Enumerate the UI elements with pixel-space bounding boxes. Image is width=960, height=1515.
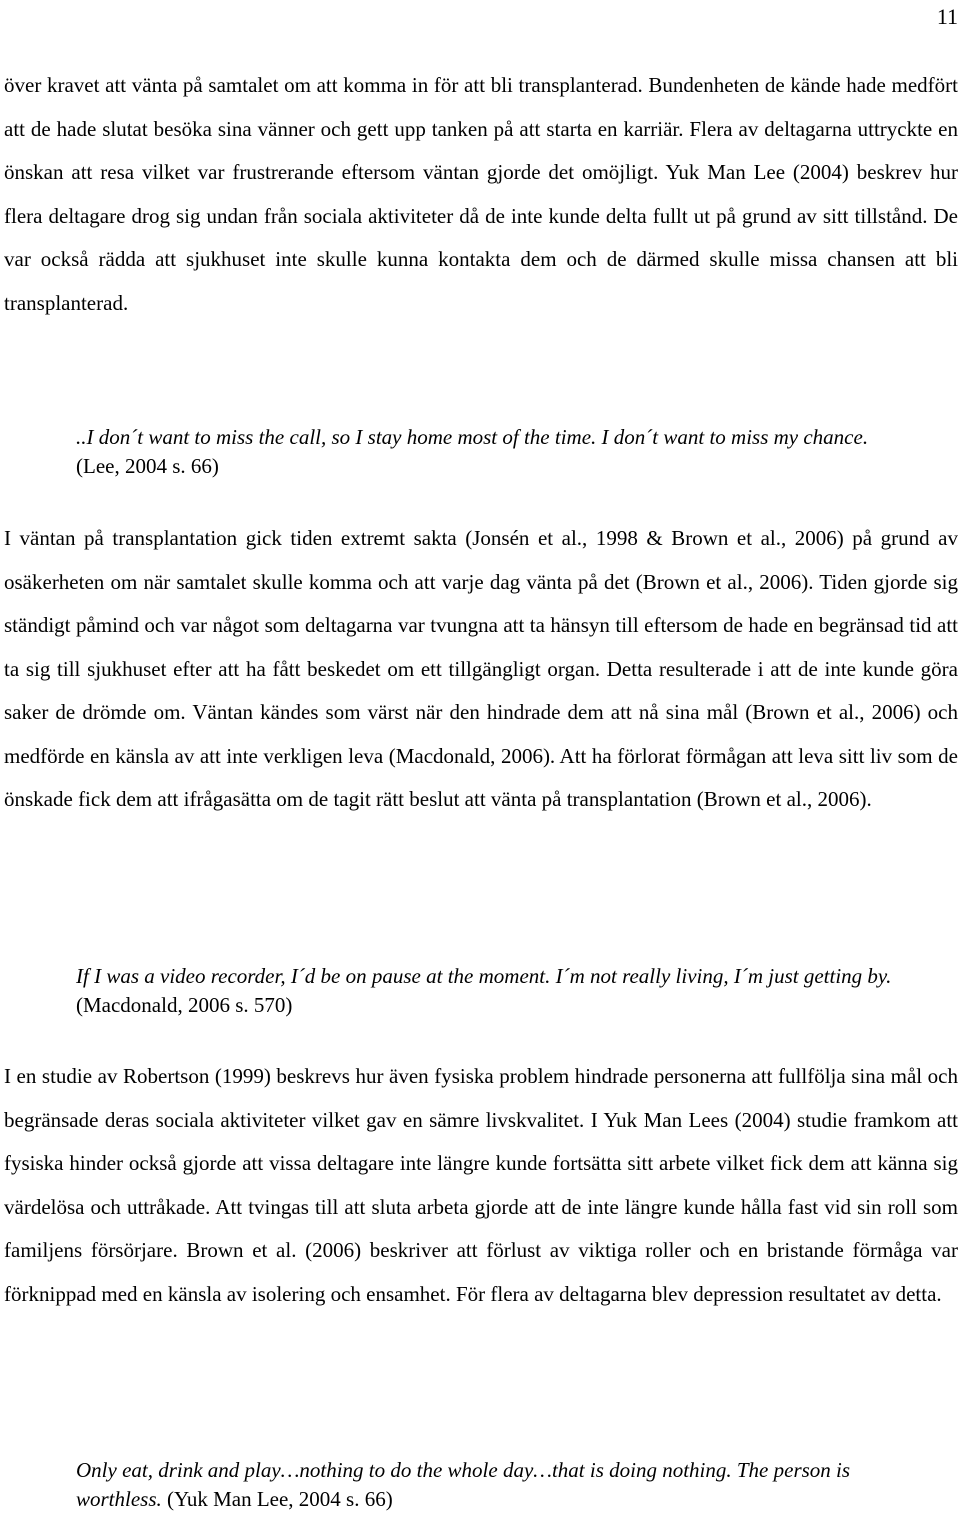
page-number: 11 [936, 4, 958, 29]
block-quote-yuk-man-lee [76, 1456, 906, 1514]
block-quote-lee [76, 423, 906, 481]
quote-text: Only eat, drink and play…nothing to do the whole day…that is doing nothing. The person is worthless. [76, 1458, 851, 1511]
quote-citation: (Yuk Man Lee, 2004 s. 66) [161, 1487, 393, 1511]
quote-citation: (Macdonald, 2006 s. 570) [76, 993, 293, 1017]
quote-text: If I was a video recorder, I´d be on pause at the moment. I´m not really living, I´m just getting by. [76, 964, 892, 988]
body-paragraph-waiting-bondage: över kravet att vänta på samtalet om att komma in för att bli transplanterad. Bundenheten de kände hade medfört att de hade slutat besöka sina vänner och gett upp tanken på att starta en karriär. Flera av deltagarna uttryckte en önskan att resa vilket var frustrerande eftersom väntan gjorde det omöjligt. Yuk Man Lee (2004) beskrev hur flera deltagare drog sig undan från sociala aktiviteter då de inte kunde delta fullt ut på grund av sitt tillstånd. De var också rädda att sjukhuset inte skulle kunna kontakta dem och de därmed skulle missa chansen att bli transplanterad. [4, 73, 958, 315]
body-paragraph-physical-problems: I en studie av Robertson (1999) beskrevs hur även fysiska problem hindrade personerna att fullfölja sina mål och begränsade deras sociala aktiviteter vilket gav en sämre livskvalitet. I Yuk Man Lees (2004) studie framkom att fysiska hinder också gjorde att vissa deltagare inte längre kunde fortsätta sitt arbete vilket fick dem att känna sig värdelösa och uttråkade. Att tvingas till att sluta arbeta gjorde att de inte längre kunde hålla fast vid sin roll som familjens försörjare. Brown et al. (2006) beskriver att förlust av viktiga roller och en bristande förmåga var förknippad med en känsla av isolering och ensamhet. För flera av deltagarna blev depression resultatet av detta. [4, 1064, 958, 1306]
quote-text: ..I don´t want to miss the call, so I stay home most of the time. I don´t want to miss my chance. [76, 425, 869, 449]
block-quote-macdonald [76, 962, 906, 1020]
quote-citation: (Lee, 2004 s. 66) [76, 454, 219, 478]
body-paragraph-time-passing: I väntan på transplantation gick tiden extremt sakta (Jonsén et al., 1998 & Brown et al., 2006) på grund av osäkerheten om när samtalet skulle komma och att varje dag vänta på det (Brown et al., 2006). Tiden gjorde sig ständigt påmind och var något som deltagarna var tvungna att ta hänsyn till eftersom de hade en begränsad tid att ta sig till sjukhuset efter att ha fått beskedet om ett tillgängligt organ. Detta resulterade i att de inte kunde göra saker de drömde om. Väntan kändes som värst när den hindrade dem att nå sina mål (Brown et al., 2006) och medförde en känsla av att inte verkligen leva (Macdonald, 2006). Att ha förlorat förmågan att leva sitt liv som de önskade fick dem att ifrågasätta om de tagit rätt beslut att vänta på transplantation (Brown et al., 2006). [4, 526, 958, 811]
